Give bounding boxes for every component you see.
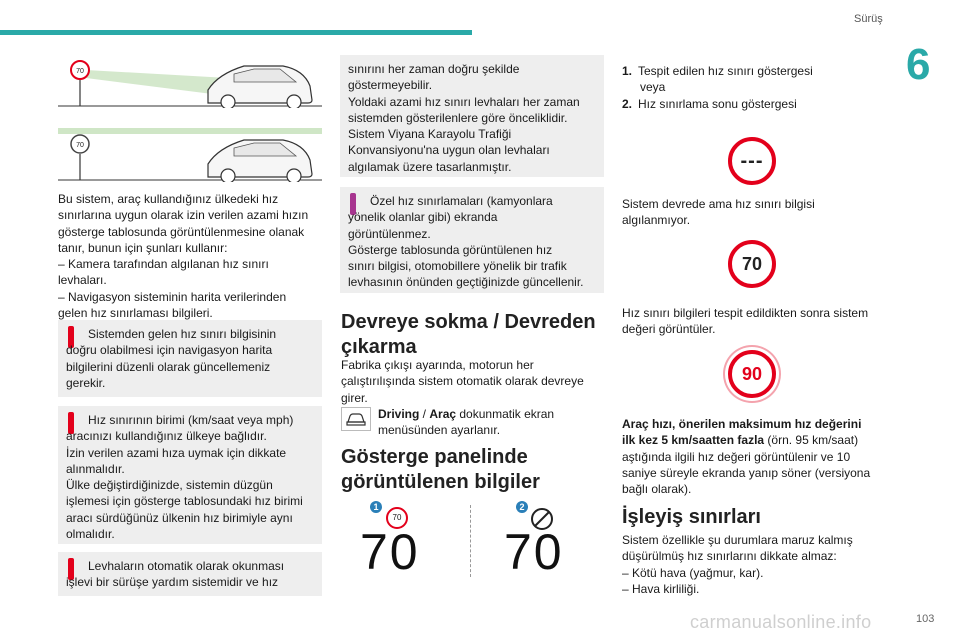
info-note-special-limits: Özel hız sınırlamaları (kamyonlara yönelik olanlar gibi) ekranda görüntülenmez. Gösterge tablosunda görüntülenen hız sınırı bilgisi, otomobillere yönelik bir trafik levhasının önünden geçtiğinizde güncellenir. — [340, 187, 604, 293]
speed-sign-icon: 70 — [386, 507, 408, 529]
continued-note: sınırını her zaman doğru şekilde göstermeyebilir. Yoldaki azami hız sınırı levhaları her zaman sistemden gösterilenlere göre önceliklidir. Sistem Viyana Karayolu Trafiği Konvansiyonu'na uygun olan levhaları algılamak üzere tasarlanmıştır. — [340, 55, 604, 177]
callout-badge: 1 — [370, 501, 382, 513]
heading-activation: Devreye sokma / Devreden çıkarma — [341, 311, 596, 358]
activation-paragraph: Fabrika çıkışı ayarında, motorun her çalıştırılışında sistem otomatik olarak devreye girer. — [341, 358, 584, 405]
driving-menu-icon — [341, 407, 371, 431]
legend-item-1: 1. Tespit edilen hız sınırı göstergesi veya — [622, 64, 813, 94]
heading-display-info: Gösterge panelinde görüntülenen bilgiler — [341, 446, 540, 493]
overspeed-paragraph: Araç hızı, önerilen maksimum hız değerini ilk kez 5 km/saatten fazla (örn. 95 km/saat) aştığında ilgili hız değeri görüntülenir ve 10 saniye süreyle ekranda yanıp söner (versiyona bağlı olarak). — [622, 417, 871, 497]
page-number: 103 — [916, 613, 935, 625]
callout-badge: 2 — [516, 501, 528, 513]
section-title: Sürüş — [854, 13, 883, 25]
no-info-paragraph: Sistem devrede ama hız sınırı bilgisi algılanmıyor. — [622, 197, 815, 228]
display-detected-limit — [358, 500, 458, 580]
speed-value: 70 — [360, 524, 420, 580]
speed-sign-90-flashing-icon: 90 — [728, 350, 776, 398]
no-info-sign-icon: --- — [728, 137, 776, 185]
legend-item-2: 2. Hız sınırlama sonu göstergesi — [622, 97, 797, 111]
warning-note-assist: Levhaların otomatik olarak okunması işlevi bir sürüşe yardım sistemidir ve hız — [58, 552, 322, 596]
speed-value: 70 — [504, 524, 564, 580]
value-displayed-paragraph: Hız sınırı bilgileri tespit edildikten sonra sistem değeri görüntüler. — [622, 306, 869, 337]
driving-menu-text: Driving / Araç dokunmatik ekran menüsünden ayarlanır. — [378, 407, 555, 437]
svg-text:70: 70 — [76, 68, 84, 75]
heading-operating-limits: İşleyiş sınırları — [622, 506, 761, 528]
speed-sign-70-icon: 70 — [728, 240, 776, 288]
limits-paragraph: Sistem özellikle şu durumlara maruz kalmış düşürülmüş hız sınırlarını dikkate almaz: – Kötü hava (yağmur, kar). – Hava kirliliği. — [622, 533, 853, 596]
warning-note-update: Sistemden gelen hız sınırı bilgisinin doğru olabilmesi için navigasyon harita bilgilerini düzenli olarak güncellemeniz gerekir. — [58, 320, 322, 397]
display-divider — [470, 505, 471, 577]
warning-note-units: Hız sınırının birimi (km/saat veya mph) aracınızı kullandığınız ülkeye bağlıdır. İzin verilen azami hıza uymak için dikkate alınmalıdır. Ülke değiştirdiğinizde, sistemin düzgün işlemesi için gösterge tablosundaki hız birimi aracı sürdüğünüz ülkenin hız birimiyle aynı olmalıdır. — [58, 406, 322, 544]
chapter-number: 6 — [906, 40, 931, 89]
header-accent-bar — [0, 30, 472, 35]
watermark: carmanualsonline.info — [690, 612, 872, 632]
svg-text:70: 70 — [76, 142, 84, 149]
display-limit-end — [500, 500, 600, 580]
intro-paragraph: Bu sistem, araç kullandığınız ülkedeki hız sınırlarına uygun olarak izin verilen azami hızın gösterge tablosunda görüntülenmesine olanak tanır, bunun için şunları kullanır: – Kamera tarafından algılanan hız sınırı levhaları. – Navigasyon sisteminin harita verilerinden gelen hız sınırlaması bilgileri. — [58, 192, 309, 321]
navigation-map-illustration — [58, 126, 322, 182]
camera-detection-illustration — [58, 52, 322, 108]
camera-beam — [86, 70, 228, 96]
